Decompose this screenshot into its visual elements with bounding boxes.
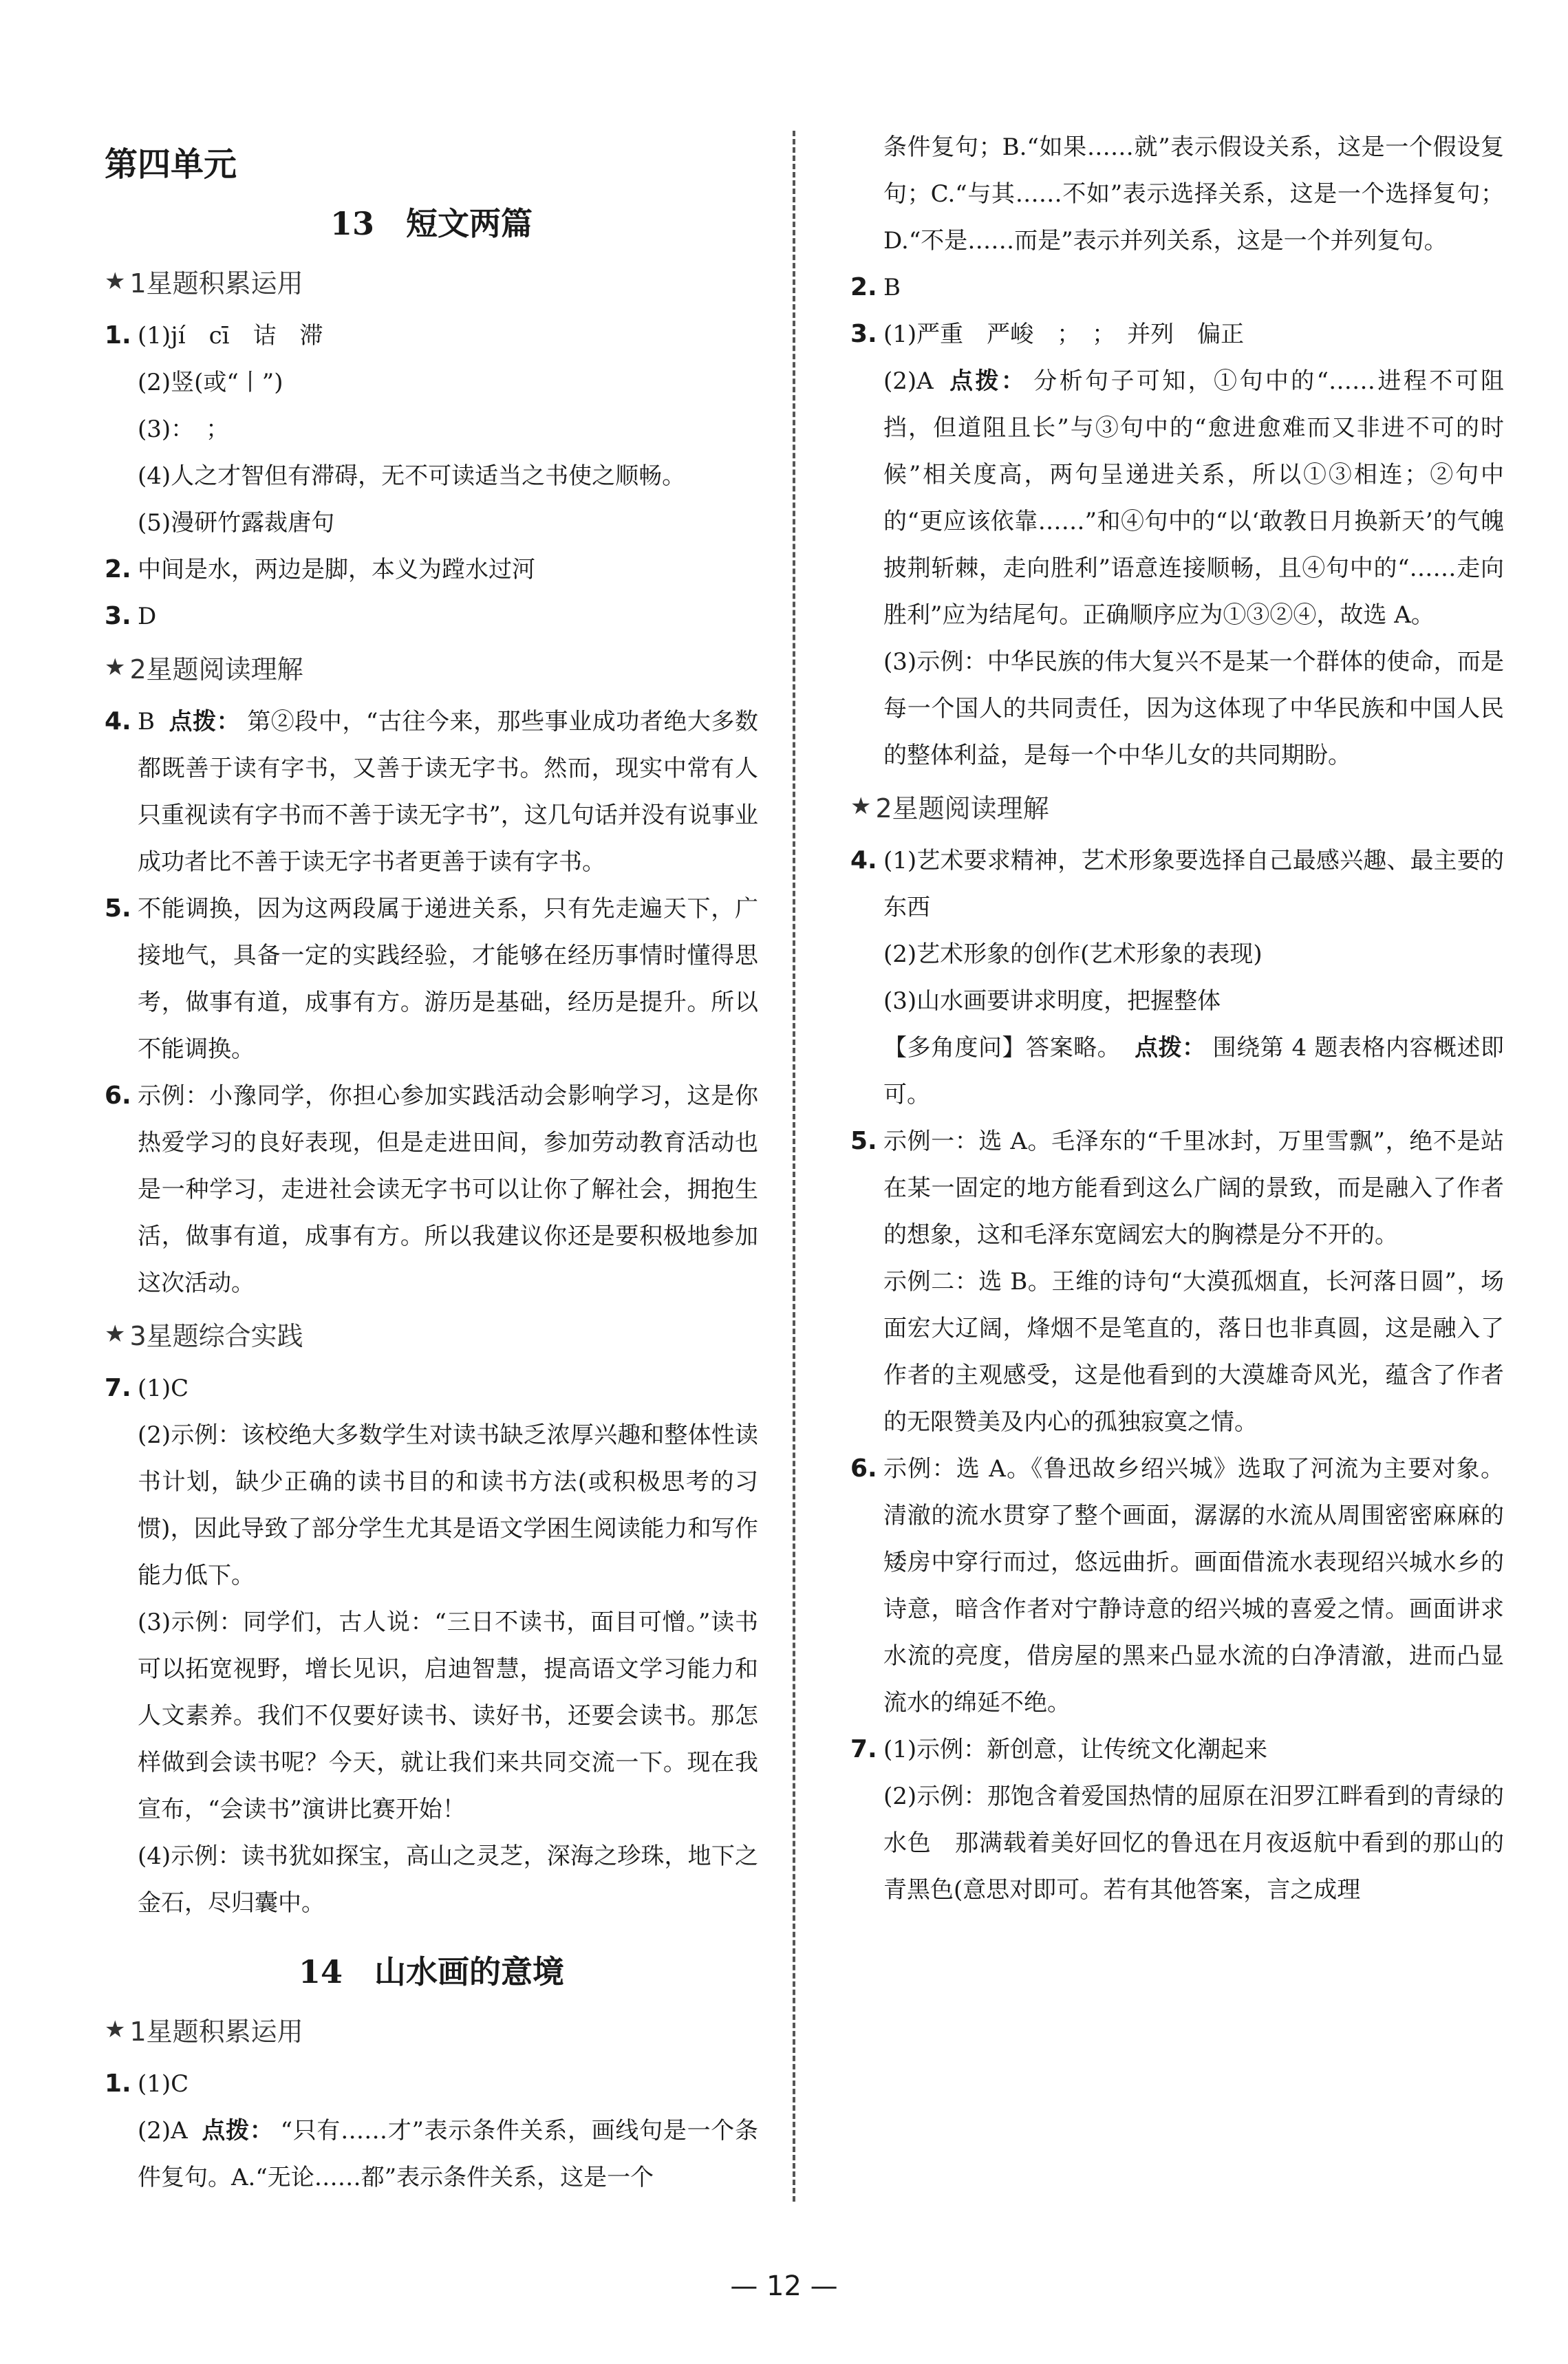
section-2-star-l14: ★ 2星题阅读理解 (850, 792, 1049, 824)
question-2-l14: 2. B (850, 273, 901, 301)
question-3-l14: 3. (1)严重 严峻 ； ； 并列 偏正 (2)A 点拨： 分析句子可知，①句中的“……进程不可阻挡，但道阻且长”与③句中的“愈进愈难而又非进不可的时候”相关度高，两句呈递进关系，所以①③相连；②句中的“更应该依靠……”和④句中的“以‘敢教日月换新天’的气魄披荆斩棘，走向胜利”语意连接顺畅，且④句中的“……走向胜利”应为结尾句。正确顺序应为①③②④，故选 A。 (3)示例：中华民族的伟大复兴不是某一个群体的使命，而是每一个国人的共同责任，因为这体现了中华民族和中国人民的整体利益，是每一个中华儿女的共同期盼。 (850, 320, 1504, 769)
question-5-l14: 5. 示例一：选 A。毛泽东的“千里冰封，万里雪飘”，绝不是站在某一固定的地方能看到这么广阔的景致，而是融入了作者的想象，这和毛泽东宽阔宏大的胸襟是分不开的。 示例二：选 B。王维的诗句“大漠孤烟直，长河落日圆”，场面宏大辽阔，烽烟不是笔直的，落日也非真圆，这是融入了作者的主观感受，这是他看到的大漠雄奇风光，蕴含了作者的无限赞美及内心的孤独寂寞之情。 (850, 1127, 1504, 1436)
question-7: 7. (1)C (2)示例：该校绝大多数学生对读书缺乏浓厚兴趣和整体性读书计划，缺少正确的读书目的和读书方法(或积极思考的习惯)，因此导致了部分学生尤其是语文学困生阅读能力和写作能力低下。 (3)示例：同学们，古人说：“三日不读书，面目可憎。”读书可以拓宽视野，增长见识，启迪智慧，提高语文学习能力和人文素养。我们不仅要好读书、读好书，还要会读书。那怎样做到会读书呢？今天，就让我们来共同交流一下。现在我宣布，“会读书”演讲比赛开始！ (4)示例：读书犹如探宝，高山之灵芝，深海之珍珠，地下之金石，尽归囊中。 (105, 1374, 758, 1917)
question-3: 3. D (105, 602, 157, 630)
right-column (850, 124, 1504, 1913)
question-2: 2. 中间是水，两边是脚，本义为蹚水过河 (105, 555, 535, 583)
section-2-star: ★ 2星题阅读理解 (105, 653, 303, 685)
question-4: 4. B 点拨： 第②段中，“古往今来，那些事业成功者绝大多数都既善于读有字书，又善于读无字书。然而，现实中常有人只重视读有字书而不善于读无字书”，这几句话并没有说事业成功者比不善于读无字书者更善于读有字书。 (105, 707, 758, 876)
question-1-l14-cont: 条件复句；B.“如果……就”表示假设关系，这是一个假设复句；C.“与其……不如”表示选择关系，这是一个选择复句；D.“不是……而是”表示并列关系，这是一个并列复句。 (883, 133, 1504, 255)
question-6: 6. 示例：小豫同学，你担心参加实践活动会影响学习，这是你热爱学习的良好表现，但是走进田间，参加劳动教育活动也是一种学习，走进社会读无字书可以让你了解社会，拥抱生活，做事有道，成事有方。所以我建议你还是要积极地参加这次活动。 (105, 1082, 758, 1297)
star-icon: ★ (105, 1320, 126, 1348)
question-1: 1. (1)jí cī 诘 滞 (2)竖(或“丨”) (3)： ； (4)人之才智但有滞碍，无不可读适当之书使之顺畅。 (5)漫研竹露裁唐句 (105, 321, 686, 537)
page-number: — 12 — (730, 2270, 838, 2302)
column-divider (793, 131, 795, 2202)
star-icon: ★ (105, 653, 126, 681)
star-icon: ★ (105, 267, 126, 295)
lesson-13-title: 13 短文两篇 (330, 205, 533, 242)
section-1-star-l14: ★ 1星题积累运用 (105, 2015, 303, 2047)
lesson-14-title: 14 山水画的意境 (298, 1953, 564, 1990)
question-4-l14: 4. (1)艺术要求精神，艺术形象要选择自己最感兴趣、最主要的东西 (2)艺术形象的创作(艺术形象的表现) (3)山水画要讲求明度，把握整体 【多角度问】答案略。 点拨： 围绕第 4 题表格内容概述即可。 (850, 846, 1505, 1108)
question-6-l14: 6. 示例：选 A。《鲁迅故乡绍兴城》选取了河流为主要对象。清澈的流水贯穿了整个画面，潺潺的水流从周围密密麻麻的矮房中穿行而过，悠远曲折。画面借流水表现绍兴城水乡的诗意，暗含作者对宁静诗意的绍兴城的喜爱之情。画面讲求水流的亮度，借房屋的黑来凸显水流的白净清澈，进而凸显流水的绵延不绝。 (850, 1454, 1504, 1717)
unit-title: 第四单元 (105, 145, 237, 184)
star-icon: ★ (850, 792, 872, 820)
section-1-star: ★ 1星题积累运用 (105, 267, 303, 299)
question-7-l14: 7. (1)示例：新创意，让传统文化潮起来 (2)示例：那饱含着爱国热情的屈原在汨罗江畔看到的青绿的水色 那满载着美好回忆的鲁迅在月夜返航中看到的那山的青黑色(意思对即可。若有其他答案，言之成理 (850, 1735, 1504, 1904)
question-1-l14: 1. (1)C (2)A 点拨： “只有……才”表示条件关系，画线句是一个条件复句。A.“无论……都”表示条件关系，这是一个 (105, 2070, 758, 2191)
section-3-star: ★ 3星题综合实践 (105, 1320, 303, 1351)
left-column (105, 124, 758, 2201)
question-5: 5. 不能调换，因为这两段属于递进关系，只有先走遍天下，广接地气，具备一定的实践经验，才能够在经历事情时懂得思考，做事有道，成事有方。游历是基础，经历是提升。所以不能调换。 (105, 894, 758, 1063)
star-icon: ★ (105, 2015, 126, 2043)
